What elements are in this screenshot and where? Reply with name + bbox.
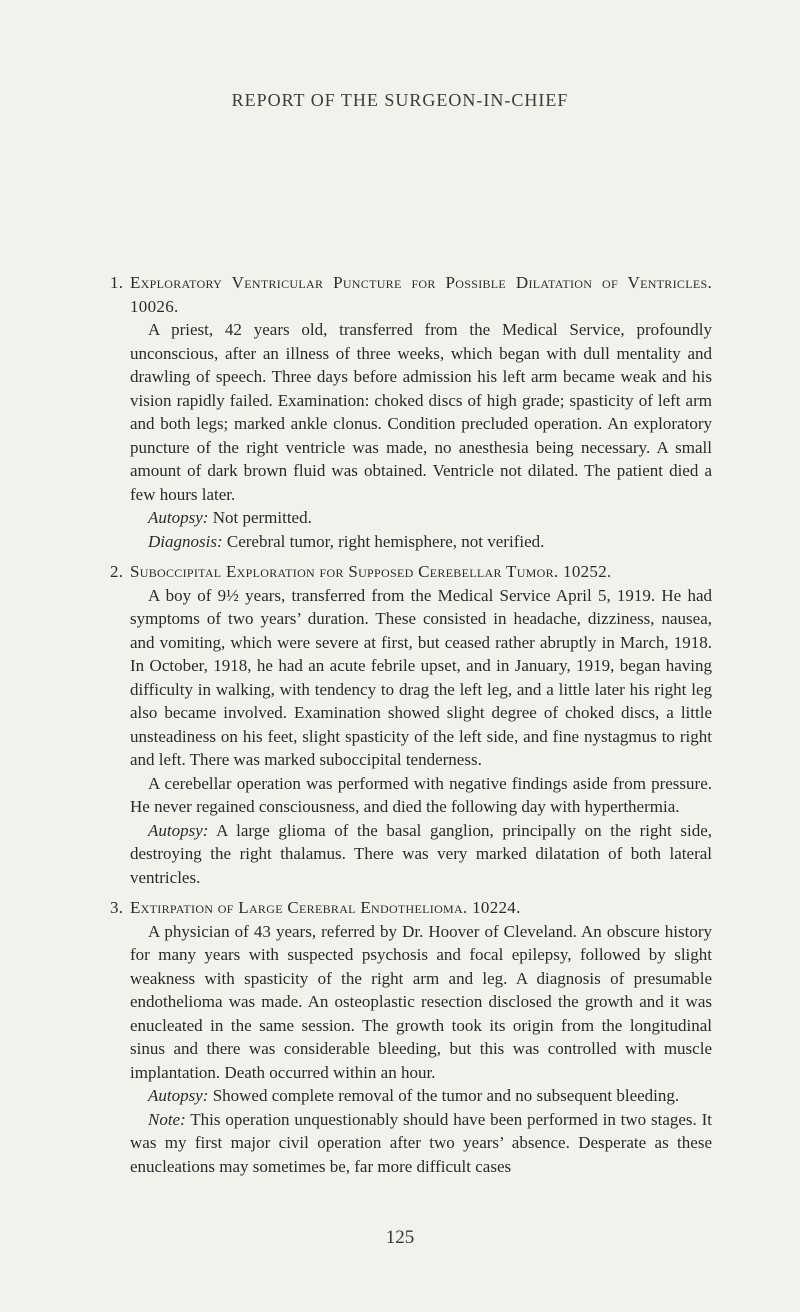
report-body xyxy=(110,271,712,1185)
autopsy-label: Autopsy: xyxy=(148,1086,209,1105)
diagnosis-text: Cerebral tumor, right hemisphere, not verified. xyxy=(226,531,545,551)
case-number-label: 1. xyxy=(110,273,124,292)
diagnosis-label: Diagnosis: xyxy=(148,531,223,551)
case-paragraph: A physician of 43 years, referred by Dr. Hoover of Cleveland. An obscure history for many years with suspected psychosis and focal epilepsy, followed by slight weakness with spasticity of the right arm and leg. A diagnosis of presumable endothelioma was made. An osteoplastic resection disclosed the growth and it was enucleated in the same session. The growth took its origin from the longitudinal sinus and there was considerable bleeding, but this was controlled with muscle implantation. Death occurred within an hour. xyxy=(130,921,712,1082)
case-title: Exploratory Ventricular Puncture for Possible Dilatation of Ventricles. xyxy=(130,273,712,292)
case-title: Suboccipital Exploration for Supposed Cerebellar Tumor. xyxy=(130,562,559,581)
autopsy-text: Not permitted. xyxy=(212,508,312,527)
autopsy-line xyxy=(110,506,712,530)
case-id: 10026. xyxy=(130,296,179,316)
page-number: 125 xyxy=(385,1227,415,1248)
case-heading xyxy=(110,271,712,318)
running-header: REPORT OF THE SURGEON-IN-CHIEF xyxy=(231,90,569,110)
case-heading xyxy=(110,896,712,920)
case-id: 10224. xyxy=(472,898,521,917)
case-entry xyxy=(110,560,712,889)
case-number-label: 2. xyxy=(110,562,124,581)
autopsy-line xyxy=(110,1084,712,1108)
note-text: This operation unquestionably should have been performed in two stages. It was my first major civil operation after two years’ absence. Desperate as these enucleations may sometimes be, far more difficult cases xyxy=(130,1109,712,1176)
case-paragraph: A boy of 9½ years, transferred from the Medical Service April 5, 1919. He had symptoms of two years’ duration. These consisted in headache, dizziness, nausea, and vomiting, which were severe at first, but ceased rather abruptly in March, 1918. In October, 1918, he had an acute febrile upset, and in January, 1919, began having difficulty in walking, with tendency to drag the left leg, and a little later his right leg also became involved. Examination showed slight degree of choked discs, a little unsteadiness on his feet, slight spasticity of the left side, and fine nystagmus to right and left. There was marked suboccipital tenderness. xyxy=(130,585,712,769)
autopsy-label: Autopsy: xyxy=(148,508,209,527)
note-label: Note: xyxy=(148,1109,186,1129)
case-paragraph: A cerebellar operation was performed with negative findings aside from pressure. He never regained consciousness, and died the following day with hyperthermia. xyxy=(130,773,712,816)
case-title: Extirpation of Large Cerebral Endothelioma. xyxy=(130,898,468,917)
autopsy-text: A large glioma of the basal ganglion, principally on the right side, destroying the right thalamus. There was very marked dilatation of both lateral ventricles. xyxy=(130,820,713,887)
case-heading xyxy=(110,560,712,584)
case-id: 10252. xyxy=(563,562,612,581)
case-paragraph: A priest, 42 years old, transferred from the Medical Service, profoundly unconscious, after an illness of three weeks, which began with dull mentality and drawling of speech. Three days before admission his left arm became weak and his vision rapidly failed. Examination: choked discs of high grade; spasticity of left arm and both legs; marked ankle clonus. Condition precluded operation. An exploratory puncture of the right ventricle was made, no anesthesia being necessary. A small amount of dark brown fluid was obtained. Ventricle not dilated. The patient died a few hours later. xyxy=(130,320,712,504)
note-line xyxy=(110,1108,712,1179)
autopsy-label: Autopsy: xyxy=(148,820,209,840)
autopsy-text: Showed complete removal of the tumor and no subsequent bleeding. xyxy=(212,1086,680,1105)
diagnosis-line xyxy=(110,530,712,554)
case-entry xyxy=(110,271,712,553)
autopsy-line xyxy=(110,819,712,890)
case-entry xyxy=(110,896,712,1178)
case-number-label: 3. xyxy=(110,898,124,917)
